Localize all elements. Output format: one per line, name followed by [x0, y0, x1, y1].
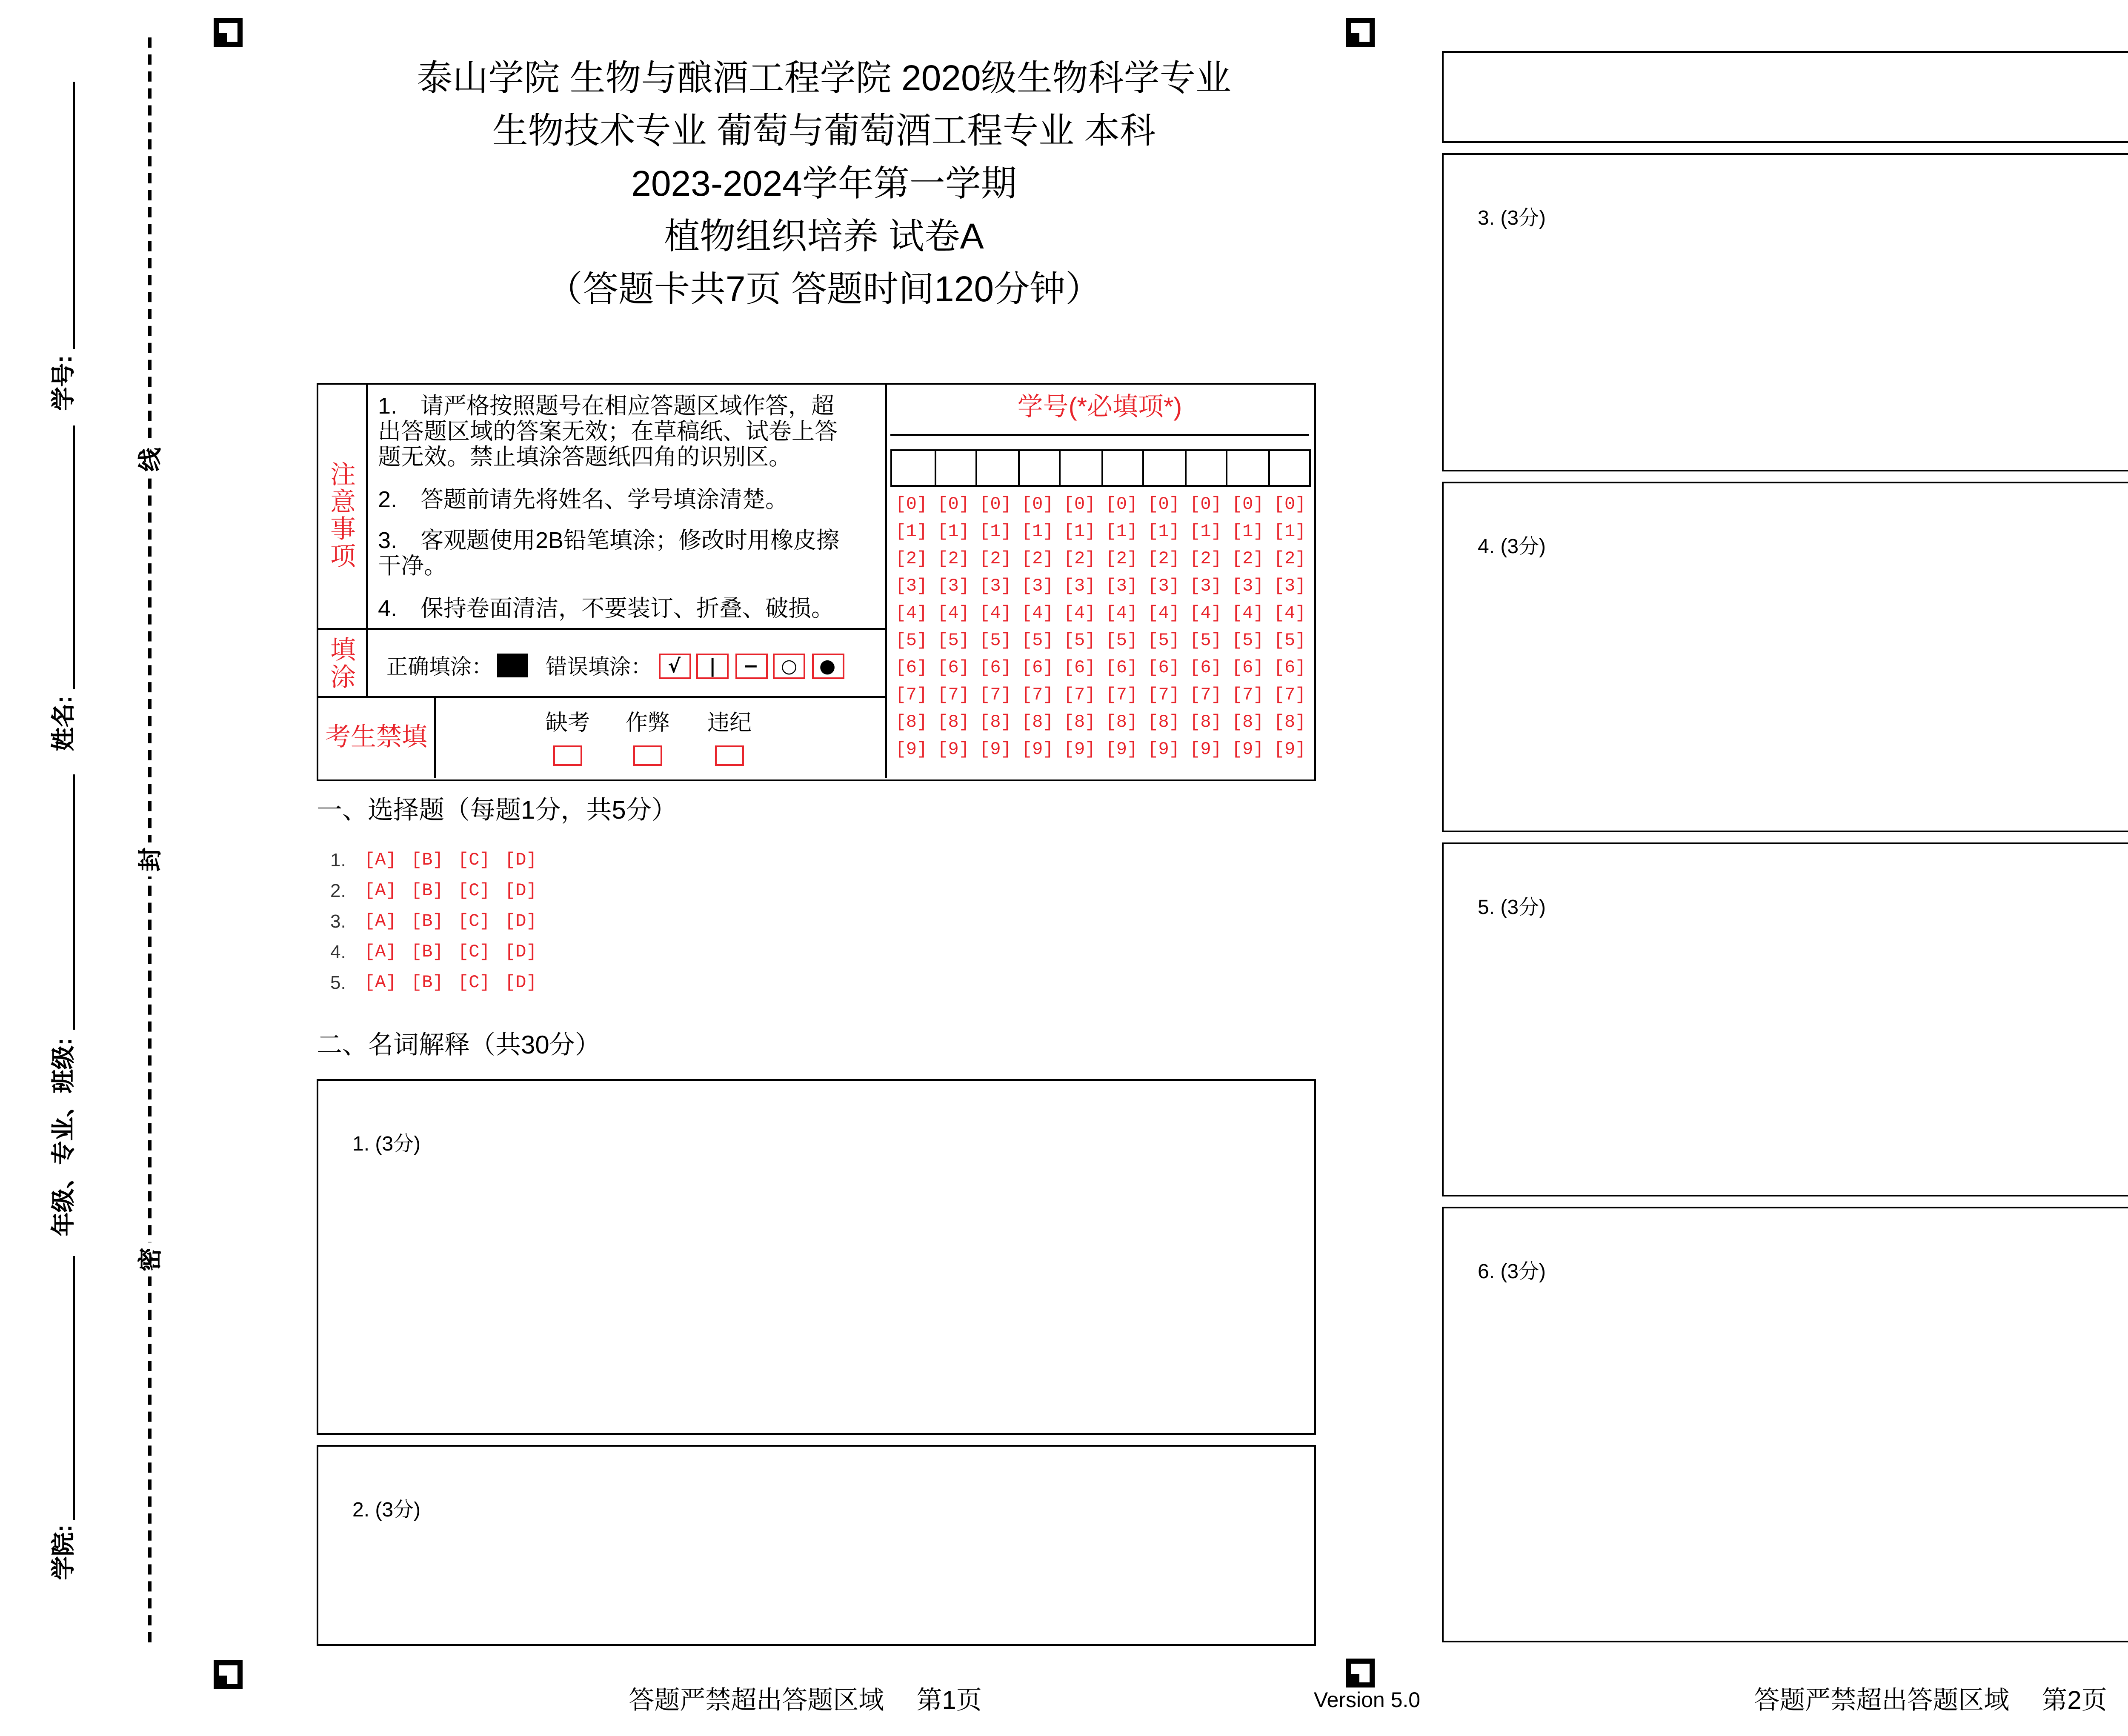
- choice-option-bubble[interactable]: [D]: [505, 882, 537, 902]
- student-id-digit-bubble[interactable]: [1]: [1273, 522, 1306, 542]
- choice-option-bubble[interactable]: [D]: [505, 974, 537, 994]
- footer-notice: 答题严禁超出答题区域: [629, 1687, 884, 1716]
- answer-area-continued[interactable]: [1442, 51, 2128, 143]
- choice-option-bubble[interactable]: [A]: [364, 882, 397, 902]
- header-line-term: 2023-2024学年第一学期: [631, 165, 1017, 204]
- answer-area-q1[interactable]: [317, 1079, 1316, 1435]
- choice-question-number: 5.: [330, 974, 346, 994]
- student-id-digit-bubble[interactable]: [1]: [979, 522, 1012, 542]
- student-id-digit-bubble[interactable]: [4]: [1063, 603, 1096, 624]
- student-id-digit-bubble[interactable]: [7]: [1190, 685, 1222, 705]
- answer-area-q2[interactable]: [317, 1445, 1316, 1646]
- answer-area-q6[interactable]: [1442, 1207, 2128, 1642]
- student-id-digit-bubble[interactable]: [2]: [1190, 549, 1222, 569]
- header-line-school: 泰山学院 生物与酿酒工程学院 2020级生物科学专业: [417, 60, 1231, 99]
- version-label: Version 5.0: [1313, 1688, 1421, 1712]
- notice-item-number: 4.: [378, 595, 398, 620]
- student-id-digit-bubble[interactable]: [0]: [1147, 494, 1180, 515]
- answer-area-q3[interactable]: [1442, 153, 2128, 471]
- student-id-digit-bubble[interactable]: [5]: [937, 631, 970, 651]
- page-footer-1: [629, 1687, 981, 1717]
- student-id-digit-bubble[interactable]: [3]: [1063, 576, 1096, 597]
- section-2-title: 二、名词解释（共30分）: [317, 1031, 601, 1060]
- violation-label: 违纪: [707, 710, 752, 735]
- choice-question-row: [330, 938, 552, 968]
- student-id-write-box[interactable]: [1017, 451, 1059, 485]
- seal-mark-secret: 密: [136, 1242, 163, 1276]
- student-id-write-line[interactable]: [73, 82, 75, 349]
- student-id-write-box[interactable]: [1267, 451, 1309, 485]
- choice-option-bubble[interactable]: [B]: [411, 851, 443, 871]
- student-id-write-box[interactable]: [1059, 451, 1101, 485]
- student-id-digit-bubble[interactable]: [7]: [937, 685, 970, 705]
- student-id-digit-bubble[interactable]: [1]: [895, 522, 928, 542]
- notice-item-text: 答题前请先将姓名、学号填涂清楚。: [420, 486, 788, 511]
- student-id-digit-bubble[interactable]: [5]: [1063, 631, 1096, 651]
- choice-question-row: [330, 968, 552, 999]
- question-label: 3. (3分): [1478, 206, 1546, 230]
- student-id-digit-bubble[interactable]: [3]: [1231, 576, 1264, 597]
- student-id-digit-bubble[interactable]: [4]: [1273, 603, 1306, 624]
- page-footer-2: [1754, 1687, 2107, 1717]
- student-id-write-box[interactable]: [1142, 451, 1184, 485]
- student-id-write-box[interactable]: [1101, 451, 1142, 485]
- absent-mark: [546, 710, 590, 765]
- absent-label: 缺考: [545, 710, 590, 735]
- student-id-digit-bubble[interactable]: [6]: [1021, 658, 1054, 678]
- section-1-title: 一、选择题（每题1分，共5分）: [317, 797, 677, 825]
- student-id-digit-bubble[interactable]: [1]: [1190, 522, 1222, 542]
- student-id-digit-bubble[interactable]: [2]: [1147, 549, 1180, 569]
- student-id-digit-bubble[interactable]: [0]: [979, 494, 1012, 515]
- student-id-digit-bubble[interactable]: [2]: [1231, 549, 1264, 569]
- wrong-fill-dot-sample: ●: [811, 653, 844, 678]
- choice-option-bubble[interactable]: [D]: [505, 912, 537, 933]
- choice-option-bubble[interactable]: [C]: [458, 882, 490, 902]
- grade-major-class-write-line[interactable]: [73, 774, 75, 1030]
- notice-item: [378, 528, 855, 579]
- student-id-digit-bubble[interactable]: [8]: [1273, 712, 1306, 733]
- student-id-digit-bubble[interactable]: [0]: [1063, 494, 1096, 515]
- student-id-digit-bubble[interactable]: [4]: [1147, 603, 1180, 624]
- student-id-digit-bubble[interactable]: [0]: [895, 494, 928, 515]
- violation-mark: [707, 710, 752, 765]
- student-id-digit-bubble[interactable]: [8]: [895, 712, 928, 733]
- student-id-digit-bubble[interactable]: [2]: [979, 549, 1012, 569]
- student-id-digit-bubble[interactable]: [8]: [1190, 712, 1222, 733]
- divider: [366, 385, 368, 696]
- student-id-digit-bubble[interactable]: [3]: [937, 576, 970, 597]
- divider: [885, 385, 887, 778]
- page-number: 第2页: [2042, 1687, 2107, 1716]
- choice-option-bubble[interactable]: [C]: [458, 974, 490, 994]
- cheating-mark: [626, 710, 670, 765]
- notice-item: [378, 393, 855, 470]
- student-id-label: 学号:: [49, 355, 77, 411]
- student-id-digit-bubble[interactable]: [4]: [1021, 603, 1054, 624]
- choice-question-number: 4.: [330, 943, 346, 963]
- student-id-digit-bubble[interactable]: [8]: [937, 712, 970, 733]
- student-id-digit-bubble[interactable]: [6]: [1231, 658, 1264, 678]
- student-id-write-box[interactable]: [1226, 451, 1267, 485]
- student-id-digit-bubble[interactable]: [2]: [937, 549, 970, 569]
- student-id-digit-bubble[interactable]: [1]: [1063, 522, 1096, 542]
- student-id-digit-bubble[interactable]: [0]: [1190, 494, 1222, 515]
- student-id-digit-bubble[interactable]: [4]: [1105, 603, 1138, 624]
- student-id-digit-bubble[interactable]: [5]: [1147, 631, 1180, 651]
- student-id-digit-bubble[interactable]: [2]: [895, 549, 928, 569]
- student-id-digit-bubble[interactable]: [4]: [937, 603, 970, 624]
- notice-item: [378, 486, 855, 511]
- student-id-digit-bubble[interactable]: [5]: [1273, 631, 1306, 651]
- student-id-digit-bubble[interactable]: [6]: [1190, 658, 1222, 678]
- choice-question-row: [330, 877, 552, 907]
- notice-item-text: 客观题使用2B铅笔填涂；修改时用橡皮擦干净。: [378, 528, 840, 579]
- choice-option-bubble[interactable]: [A]: [364, 912, 397, 933]
- student-id-digit-bubble[interactable]: [7]: [1147, 685, 1180, 705]
- student-id-digit-bubble[interactable]: [9]: [1273, 740, 1306, 760]
- registration-mark: [214, 18, 243, 47]
- choice-option-bubble[interactable]: [B]: [411, 882, 443, 902]
- student-id-digit-bubble[interactable]: [7]: [895, 685, 928, 705]
- notice-item-text: 请严格按照题号在相应答题区域作答，超出答题区域的答案无效；在草稿纸、试卷上答题无效。禁止填涂答题纸四角的识别区。: [378, 393, 838, 470]
- registration-mark: [1346, 18, 1375, 47]
- student-id-digit-bubble[interactable]: [4]: [1190, 603, 1222, 624]
- student-id-digit-bubble[interactable]: [7]: [1021, 685, 1054, 705]
- student-id-write-box[interactable]: [934, 451, 975, 485]
- student-id-digit-bubble[interactable]: [1]: [1105, 522, 1138, 542]
- page-number: 第1页: [916, 1687, 982, 1716]
- cheating-checkbox[interactable]: [633, 745, 662, 765]
- student-id-digit-bubble[interactable]: [7]: [1273, 685, 1306, 705]
- student-id-write-box[interactable]: [892, 451, 934, 485]
- question-label: 1. (3分): [352, 1132, 421, 1156]
- header-line-majors: 生物技术专业 葡萄与葡萄酒工程专业 本科: [492, 112, 1156, 151]
- student-id-digit-bubble[interactable]: [6]: [1147, 658, 1180, 678]
- question-label: 5. (3分): [1478, 895, 1546, 919]
- name-write-line[interactable]: [73, 425, 75, 689]
- notice-title: 注意事项: [330, 461, 356, 572]
- student-id-digit-bubble[interactable]: [9]: [937, 740, 970, 760]
- divider: [434, 696, 436, 778]
- answer-area-q5[interactable]: [1442, 842, 2128, 1196]
- correct-fill-label: 正确填涂：: [386, 655, 493, 679]
- student-id-digit-bubble[interactable]: [9]: [1021, 740, 1054, 760]
- student-id-bubble-grid: [890, 491, 1311, 763]
- notice-item: [378, 595, 855, 620]
- header-line-info: （答题卡共7页 答题时间120分钟）: [546, 271, 1101, 310]
- fill-guide-examples: [386, 652, 844, 679]
- student-id-digit-bubble[interactable]: [1]: [1147, 522, 1180, 542]
- student-id-digit-bubble[interactable]: [3]: [979, 576, 1012, 597]
- student-id-digit-bubble[interactable]: [9]: [895, 740, 928, 760]
- college-label: 学院:: [49, 1524, 77, 1580]
- college-write-line[interactable]: [73, 1256, 75, 1520]
- student-id-digit-bubble[interactable]: [7]: [1105, 685, 1138, 705]
- student-id-digit-bubble[interactable]: [0]: [1021, 494, 1054, 515]
- student-id-digit-bubble[interactable]: [6]: [1063, 658, 1096, 678]
- correct-fill-sample: [496, 654, 527, 677]
- registration-mark: [214, 1660, 243, 1689]
- notice-item-number: 2.: [378, 486, 398, 511]
- question-label: 4. (3分): [1478, 534, 1546, 558]
- seal-mark-line: 线: [136, 443, 163, 477]
- proctor-only-title: 考生禁填: [325, 723, 427, 752]
- student-id-digit-bubble[interactable]: [7]: [979, 685, 1012, 705]
- student-id-digit-bubble[interactable]: [4]: [1231, 603, 1264, 624]
- student-id-write-box[interactable]: [1184, 451, 1226, 485]
- notice-item-text: 保持卷面清洁，不要装订、折叠、破损。: [420, 595, 834, 620]
- student-id-digit-bubble[interactable]: [0]: [1105, 494, 1138, 515]
- registration-mark: [1346, 1659, 1375, 1687]
- student-id-digit-bubble[interactable]: [4]: [895, 603, 928, 624]
- student-id-digit-bubble[interactable]: [7]: [1231, 685, 1264, 705]
- divider: [318, 696, 885, 698]
- question-label: 6. (3分): [1478, 1259, 1546, 1283]
- choice-option-bubble[interactable]: [C]: [458, 851, 490, 871]
- student-id-digit-bubble[interactable]: [6]: [895, 658, 928, 678]
- student-id-digit-bubble[interactable]: [9]: [979, 740, 1012, 760]
- choice-option-bubble[interactable]: [B]: [411, 974, 443, 994]
- student-id-digit-bubble[interactable]: [7]: [1063, 685, 1096, 705]
- student-id-digit-bubble[interactable]: [4]: [979, 603, 1012, 624]
- student-id-digit-bubble[interactable]: [6]: [979, 658, 1012, 678]
- choice-option-bubble[interactable]: [C]: [458, 912, 490, 933]
- student-id-digit-bubble[interactable]: [9]: [1063, 740, 1096, 760]
- student-id-digit-bubble[interactable]: [1]: [1021, 522, 1054, 542]
- student-id-digit-bubble[interactable]: [9]: [1190, 740, 1222, 760]
- student-id-digit-bubble[interactable]: [6]: [1105, 658, 1138, 678]
- student-id-digit-bubble[interactable]: [3]: [1273, 576, 1306, 597]
- student-id-digit-bubble[interactable]: [8]: [1063, 712, 1096, 733]
- wrong-fill-dash-sample: −: [735, 653, 767, 678]
- notice-list: [378, 393, 855, 637]
- footer-notice: 答题严禁超出答题区域: [1754, 1687, 2010, 1716]
- student-id-digit-bubble[interactable]: [6]: [937, 658, 970, 678]
- student-id-digit-bubble[interactable]: [0]: [937, 494, 970, 515]
- choice-answer-list: [330, 846, 552, 999]
- student-id-digit-bubble[interactable]: [2]: [1105, 549, 1138, 569]
- student-id-digit-bubble[interactable]: [8]: [1147, 712, 1180, 733]
- wrong-fill-bar-sample: |: [696, 653, 729, 678]
- choice-question-number: 1.: [330, 851, 346, 871]
- choice-option-bubble[interactable]: [D]: [505, 851, 537, 871]
- answer-area-q4[interactable]: [1442, 482, 2128, 832]
- student-id-write-boxes: [890, 449, 1311, 487]
- wrong-fill-label: 错误填涂：: [546, 655, 652, 679]
- exam-header: [313, 53, 1335, 317]
- question-label: 2. (3分): [352, 1498, 421, 1522]
- divider: [890, 434, 1309, 436]
- student-id-digit-bubble[interactable]: [0]: [1273, 494, 1306, 515]
- student-id-digit-bubble[interactable]: [2]: [1273, 549, 1306, 569]
- student-id-digit-bubble[interactable]: [1]: [1231, 522, 1264, 542]
- violation-checkbox[interactable]: [715, 745, 744, 765]
- choice-question-row: [330, 846, 552, 877]
- student-id-write-box[interactable]: [975, 451, 1017, 485]
- seal-mark-seal: 封: [136, 842, 163, 877]
- student-id-digit-bubble[interactable]: [6]: [1273, 658, 1306, 678]
- wrong-fill-circle-sample: ○: [773, 653, 805, 678]
- choice-option-bubble[interactable]: [A]: [364, 943, 397, 963]
- student-id-digit-bubble[interactable]: [2]: [1021, 549, 1054, 569]
- student-id-digit-bubble[interactable]: [0]: [1231, 494, 1264, 515]
- wrong-fill-check-sample: √: [658, 653, 690, 678]
- choice-option-bubble[interactable]: [D]: [505, 943, 537, 963]
- notice-item-number: 3.: [378, 528, 398, 553]
- choice-question-row: [330, 907, 552, 938]
- student-id-digit-bubble[interactable]: [5]: [895, 631, 928, 651]
- cheating-label: 作弊: [625, 710, 670, 735]
- choice-option-bubble[interactable]: [B]: [411, 912, 443, 933]
- absent-checkbox[interactable]: [553, 745, 582, 765]
- choice-question-number: 2.: [330, 882, 346, 902]
- student-id-digit-bubble[interactable]: [1]: [937, 522, 970, 542]
- choice-question-number: 3.: [330, 912, 346, 933]
- name-label: 姓名:: [49, 695, 77, 751]
- student-id-digit-bubble[interactable]: [8]: [1105, 712, 1138, 733]
- student-id-digit-bubble[interactable]: [3]: [1105, 576, 1138, 597]
- student-id-digit-bubble[interactable]: [9]: [1105, 740, 1138, 760]
- student-id-digit-bubble[interactable]: [8]: [979, 712, 1012, 733]
- student-id-digit-bubble[interactable]: [3]: [1190, 576, 1222, 597]
- student-id-digit-bubble[interactable]: [5]: [1190, 631, 1222, 651]
- student-id-digit-bubble[interactable]: [5]: [1021, 631, 1054, 651]
- header-line-course: 植物组织培养 试卷A: [664, 218, 984, 257]
- grade-major-class-label: 年级、专业、班级:: [49, 1037, 77, 1236]
- student-id-digit-bubble[interactable]: [8]: [1231, 712, 1264, 733]
- notice-item-number: 1.: [378, 393, 398, 419]
- student-id-digit-bubble[interactable]: [5]: [1231, 631, 1264, 651]
- student-id-title: 学号(*必填项*): [1017, 393, 1182, 422]
- student-id-digit-bubble[interactable]: [3]: [895, 576, 928, 597]
- choice-option-bubble[interactable]: [B]: [411, 943, 443, 963]
- student-id-digit-bubble[interactable]: [8]: [1021, 712, 1054, 733]
- choice-option-bubble[interactable]: [C]: [458, 943, 490, 963]
- instructions-panel: [317, 383, 1316, 781]
- student-id-digit-bubble[interactable]: [2]: [1063, 549, 1096, 569]
- student-id-digit-bubble[interactable]: [5]: [1105, 631, 1138, 651]
- fill-guide-title: 填涂: [330, 637, 356, 693]
- binding-dashed-line: [148, 37, 152, 1642]
- student-id-digit-bubble[interactable]: [9]: [1231, 740, 1264, 760]
- student-id-digit-bubble[interactable]: [3]: [1021, 576, 1054, 597]
- choice-option-bubble[interactable]: [A]: [364, 851, 397, 871]
- student-id-digit-bubble[interactable]: [9]: [1147, 740, 1180, 760]
- choice-option-bubble[interactable]: [A]: [364, 974, 397, 994]
- student-id-digit-bubble[interactable]: [3]: [1147, 576, 1180, 597]
- student-id-digit-bubble[interactable]: [5]: [979, 631, 1012, 651]
